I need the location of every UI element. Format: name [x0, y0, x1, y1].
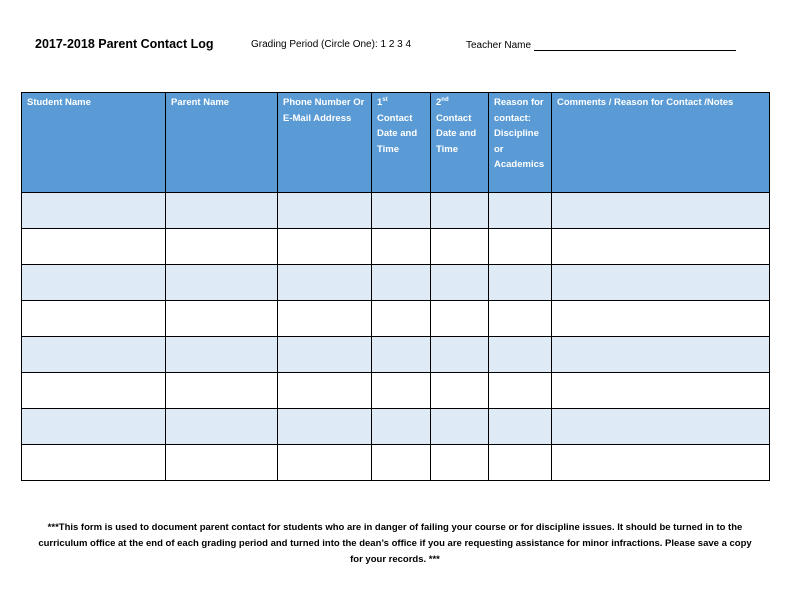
table-row [22, 373, 770, 409]
table-cell[interactable] [166, 229, 278, 265]
table-cell[interactable] [22, 229, 166, 265]
table-cell[interactable] [489, 337, 552, 373]
table-cell[interactable] [22, 193, 166, 229]
table-cell[interactable] [552, 373, 770, 409]
table-cell[interactable] [22, 265, 166, 301]
footnote [20, 520, 770, 568]
table-cell[interactable] [489, 409, 552, 445]
table-cell[interactable] [431, 409, 489, 445]
table-cell[interactable] [489, 193, 552, 229]
teacher-name-blank-line[interactable] [534, 39, 736, 51]
table-cell[interactable] [431, 445, 489, 481]
table-row [22, 445, 770, 481]
table-cell[interactable] [278, 265, 372, 301]
table-cell[interactable] [372, 337, 431, 373]
column-header-first-contact: 1st Contact Date and Time [372, 93, 431, 193]
table-cell[interactable] [166, 445, 278, 481]
table-cell[interactable] [166, 337, 278, 373]
table-cell[interactable] [431, 301, 489, 337]
column-header-phone-email: Phone Number Or E-Mail Address [278, 93, 372, 193]
teacher-name-label: Teacher Name [466, 40, 532, 51]
table-cell[interactable] [552, 193, 770, 229]
table-cell[interactable] [489, 301, 552, 337]
table-cell[interactable] [372, 229, 431, 265]
table-cell[interactable] [372, 409, 431, 445]
table-cell[interactable] [489, 373, 552, 409]
table-cell[interactable] [431, 229, 489, 265]
table-cell[interactable] [278, 301, 372, 337]
table-cell[interactable] [278, 193, 372, 229]
table-cell[interactable] [278, 445, 372, 481]
table-row [22, 409, 770, 445]
table-cell[interactable] [22, 301, 166, 337]
table-cell[interactable] [166, 373, 278, 409]
table-cell[interactable] [278, 337, 372, 373]
table-row [22, 337, 770, 373]
table-cell[interactable] [166, 409, 278, 445]
footnote-line-1: ***This form is used to document parent contact for students who are in danger of failing your course or for discipline issues. It should be turned in to the [47, 522, 743, 533]
table-cell[interactable] [278, 373, 372, 409]
table-cell[interactable] [166, 193, 278, 229]
column-header-comments: Comments / Reason for Contact /Notes [552, 93, 770, 193]
table-cell[interactable] [278, 229, 372, 265]
table-cell[interactable] [372, 301, 431, 337]
table-cell[interactable] [431, 193, 489, 229]
table-cell[interactable] [489, 445, 552, 481]
table-cell[interactable] [22, 373, 166, 409]
table-cell[interactable] [552, 229, 770, 265]
footnote-line-2: curriculum office at the end of each grading period and turned into the dean’s office if you are requesting assistance for minor infractions. Please save a copy [38, 538, 752, 549]
table-cell[interactable] [552, 301, 770, 337]
column-header-parent-name: Parent Name [166, 93, 278, 193]
table-cell[interactable] [372, 193, 431, 229]
table-cell[interactable] [22, 409, 166, 445]
page-title: 2017-2018 Parent Contact Log [35, 37, 214, 51]
table-cell[interactable] [552, 337, 770, 373]
table-cell[interactable] [372, 445, 431, 481]
table-cell[interactable] [22, 337, 166, 373]
table-cell[interactable] [166, 265, 278, 301]
table-cell[interactable] [278, 409, 372, 445]
table-cell[interactable] [489, 265, 552, 301]
table-header-row [22, 93, 770, 193]
column-header-second-contact: 2nd Contact Date and Time [431, 93, 489, 193]
table-cell[interactable] [489, 229, 552, 265]
table-cell[interactable] [372, 265, 431, 301]
table-cell[interactable] [372, 373, 431, 409]
table-cell[interactable] [552, 409, 770, 445]
table-cell[interactable] [431, 373, 489, 409]
table-row [22, 301, 770, 337]
table-cell[interactable] [22, 445, 166, 481]
column-header-reason: Reason for contact: Discipline or Academics [489, 93, 552, 193]
table-cell[interactable] [166, 301, 278, 337]
contact-log-table [21, 92, 770, 481]
page-header [0, 37, 790, 57]
grading-period-label: Grading Period (Circle One): 1 2 3 4 [251, 39, 412, 50]
table-row [22, 265, 770, 301]
teacher-name-field[interactable] [466, 39, 736, 51]
footnote-line-3: for your records. *** [350, 554, 440, 565]
table-row [22, 193, 770, 229]
table-cell[interactable] [552, 445, 770, 481]
table-cell[interactable] [431, 265, 489, 301]
table-cell[interactable] [552, 265, 770, 301]
table-cell[interactable] [431, 337, 489, 373]
table-row [22, 229, 770, 265]
column-header-student-name: Student Name [22, 93, 166, 193]
